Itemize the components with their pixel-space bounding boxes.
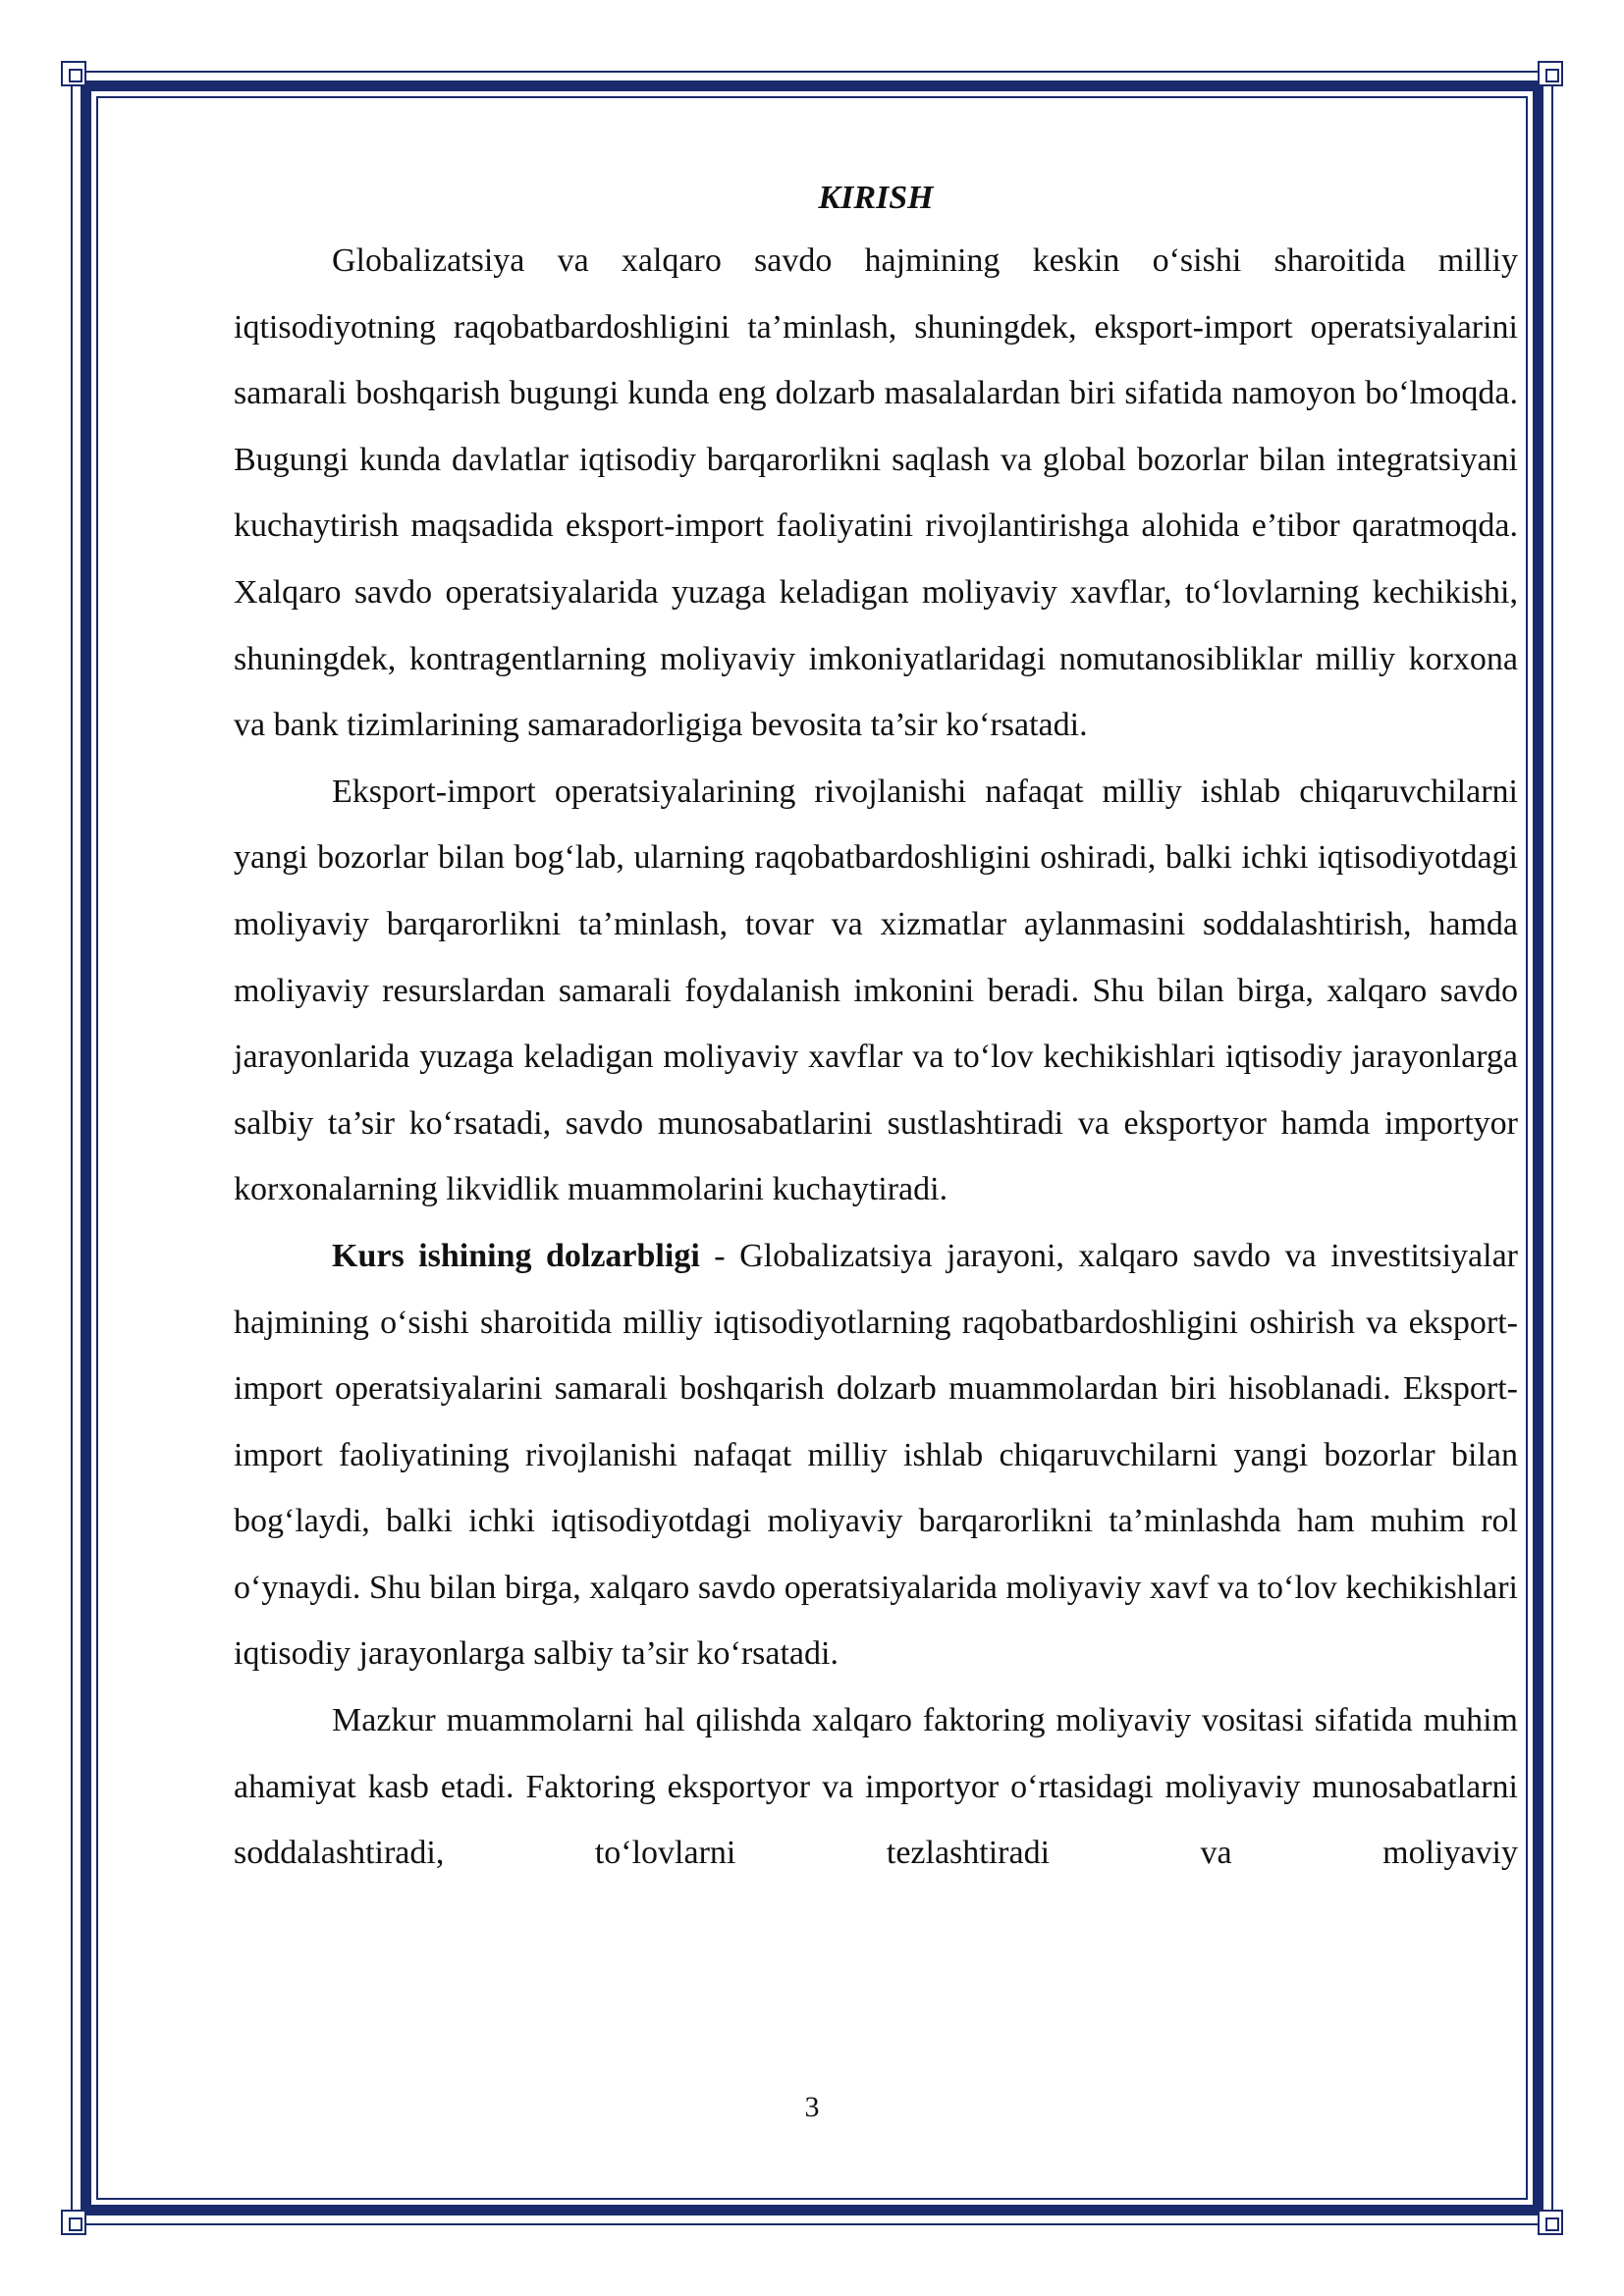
frame-corner-ornament-top-left	[61, 61, 86, 86]
frame-corner-ornament-top-right	[1538, 61, 1563, 86]
paragraph-3	[234, 1223, 1518, 1687]
frame-corner-ornament-bottom-left	[61, 2210, 86, 2235]
document-body	[234, 169, 1518, 1887]
section-heading: KIRISH	[818, 180, 934, 216]
frame-corner-ornament-bottom-right	[1538, 2210, 1563, 2235]
paragraph-lead-bold: Kurs ishining dolzarbligi	[332, 1237, 700, 1274]
paragraph-4	[234, 1687, 1518, 1887]
paragraph-2	[234, 759, 1518, 1223]
paragraph-text: - Globalizatsiya jarayoni, xalqaro savdo va investitsiyalar hajmining o‘sishi sharoitida milliy iqtisodiyotlarning raqobatbardoshligini oshirish va eksport-import operatsiyalarini samarali boshqarish dolzarb muammolardan biri hisoblanadi. Eksport-import faoliyatining rivojlanishi nafaqat milliy ishlab chiqaruvchilarni yangi bozorlar bilan bog‘laydi, balki ichki iqtisodiyotdagi moliyaviy barqarorlikni ta’minlashda ham muhim rol o‘ynaydi. Shu bilan birga, xalqaro savdo operatsiyalarida moliyaviy xavf va to‘lov kechikishlari iqtisodiy jarayonlarga salbiy ta’sir ko‘rsatadi.	[234, 1237, 1519, 1673]
page-number: 3	[804, 2091, 820, 2123]
paragraph-text: Globalizatsiya va xalqaro savdo hajmining keskin o‘sishi sharoitida milliy iqtisodiyotning raqobatbardoshligini ta’minlash, shuningdek, eksport-import operatsiyalarini samarali boshqarish bugungi kunda eng dolzarb masalalardan biri sifatida namoyon bo‘lmoqda. Bugungi kunda davlatlar iqtisodiy barqarorlikni saqlash va global bozorlar bilan integratsiyani kuchaytirish maqsadida eksport-import faoliyatini rivojlantirishga alohida e’tibor qaratmoqda. Xalqaro savdo operatsiyalarida yuzaga keladigan moliyaviy xavflar, to‘lovlarning kechikishi, shuningdek, kontragentlarning moliyaviy imkoniyatlaridagi nomutanosibliklar milliy korxona va bank tizimlarining samaradorligiga bevosita ta’sir ko‘rsatadi.	[234, 242, 1518, 744]
paragraph-1	[234, 228, 1518, 759]
paragraph-text: Mazkur muammolarni hal qilishda xalqaro faktoring moliyaviy vositasi sifatida muhim ahamiyat kasb etadi. Faktoring eksportyor va importyor o‘rtasidagi moliyaviy munosabatlarni soddalashtiradi, to‘lovlarni tezlashtiradi va moliyaviy	[234, 1702, 1518, 1872]
paragraph-text: Eksport-import operatsiyalarining rivojlanishi nafaqat milliy ishlab chiqaruvchilarni yangi bozorlar bilan bog‘lab, ularning raqobatbardoshligini oshiradi, balki ichki iqtisodiyotdagi moliyaviy barqarorlikni ta’minlash, tovar va xizmatlar aylanmasini soddalashtirish, hamda moliyaviy resurslardan samarali foydalanish imkonini beradi. Shu bilan birga, xalqaro savdo jarayonlarida yuzaga keladigan moliyaviy xavflar va to‘lov kechikishlari iqtisodiy jarayonlarga salbiy ta’sir ko‘rsatadi, savdo munosabatlarini sustlashtiradi va eksportyor hamda importyor korxonalarning likvidlik muammolarini kuchaytiradi.	[234, 773, 1518, 1208]
